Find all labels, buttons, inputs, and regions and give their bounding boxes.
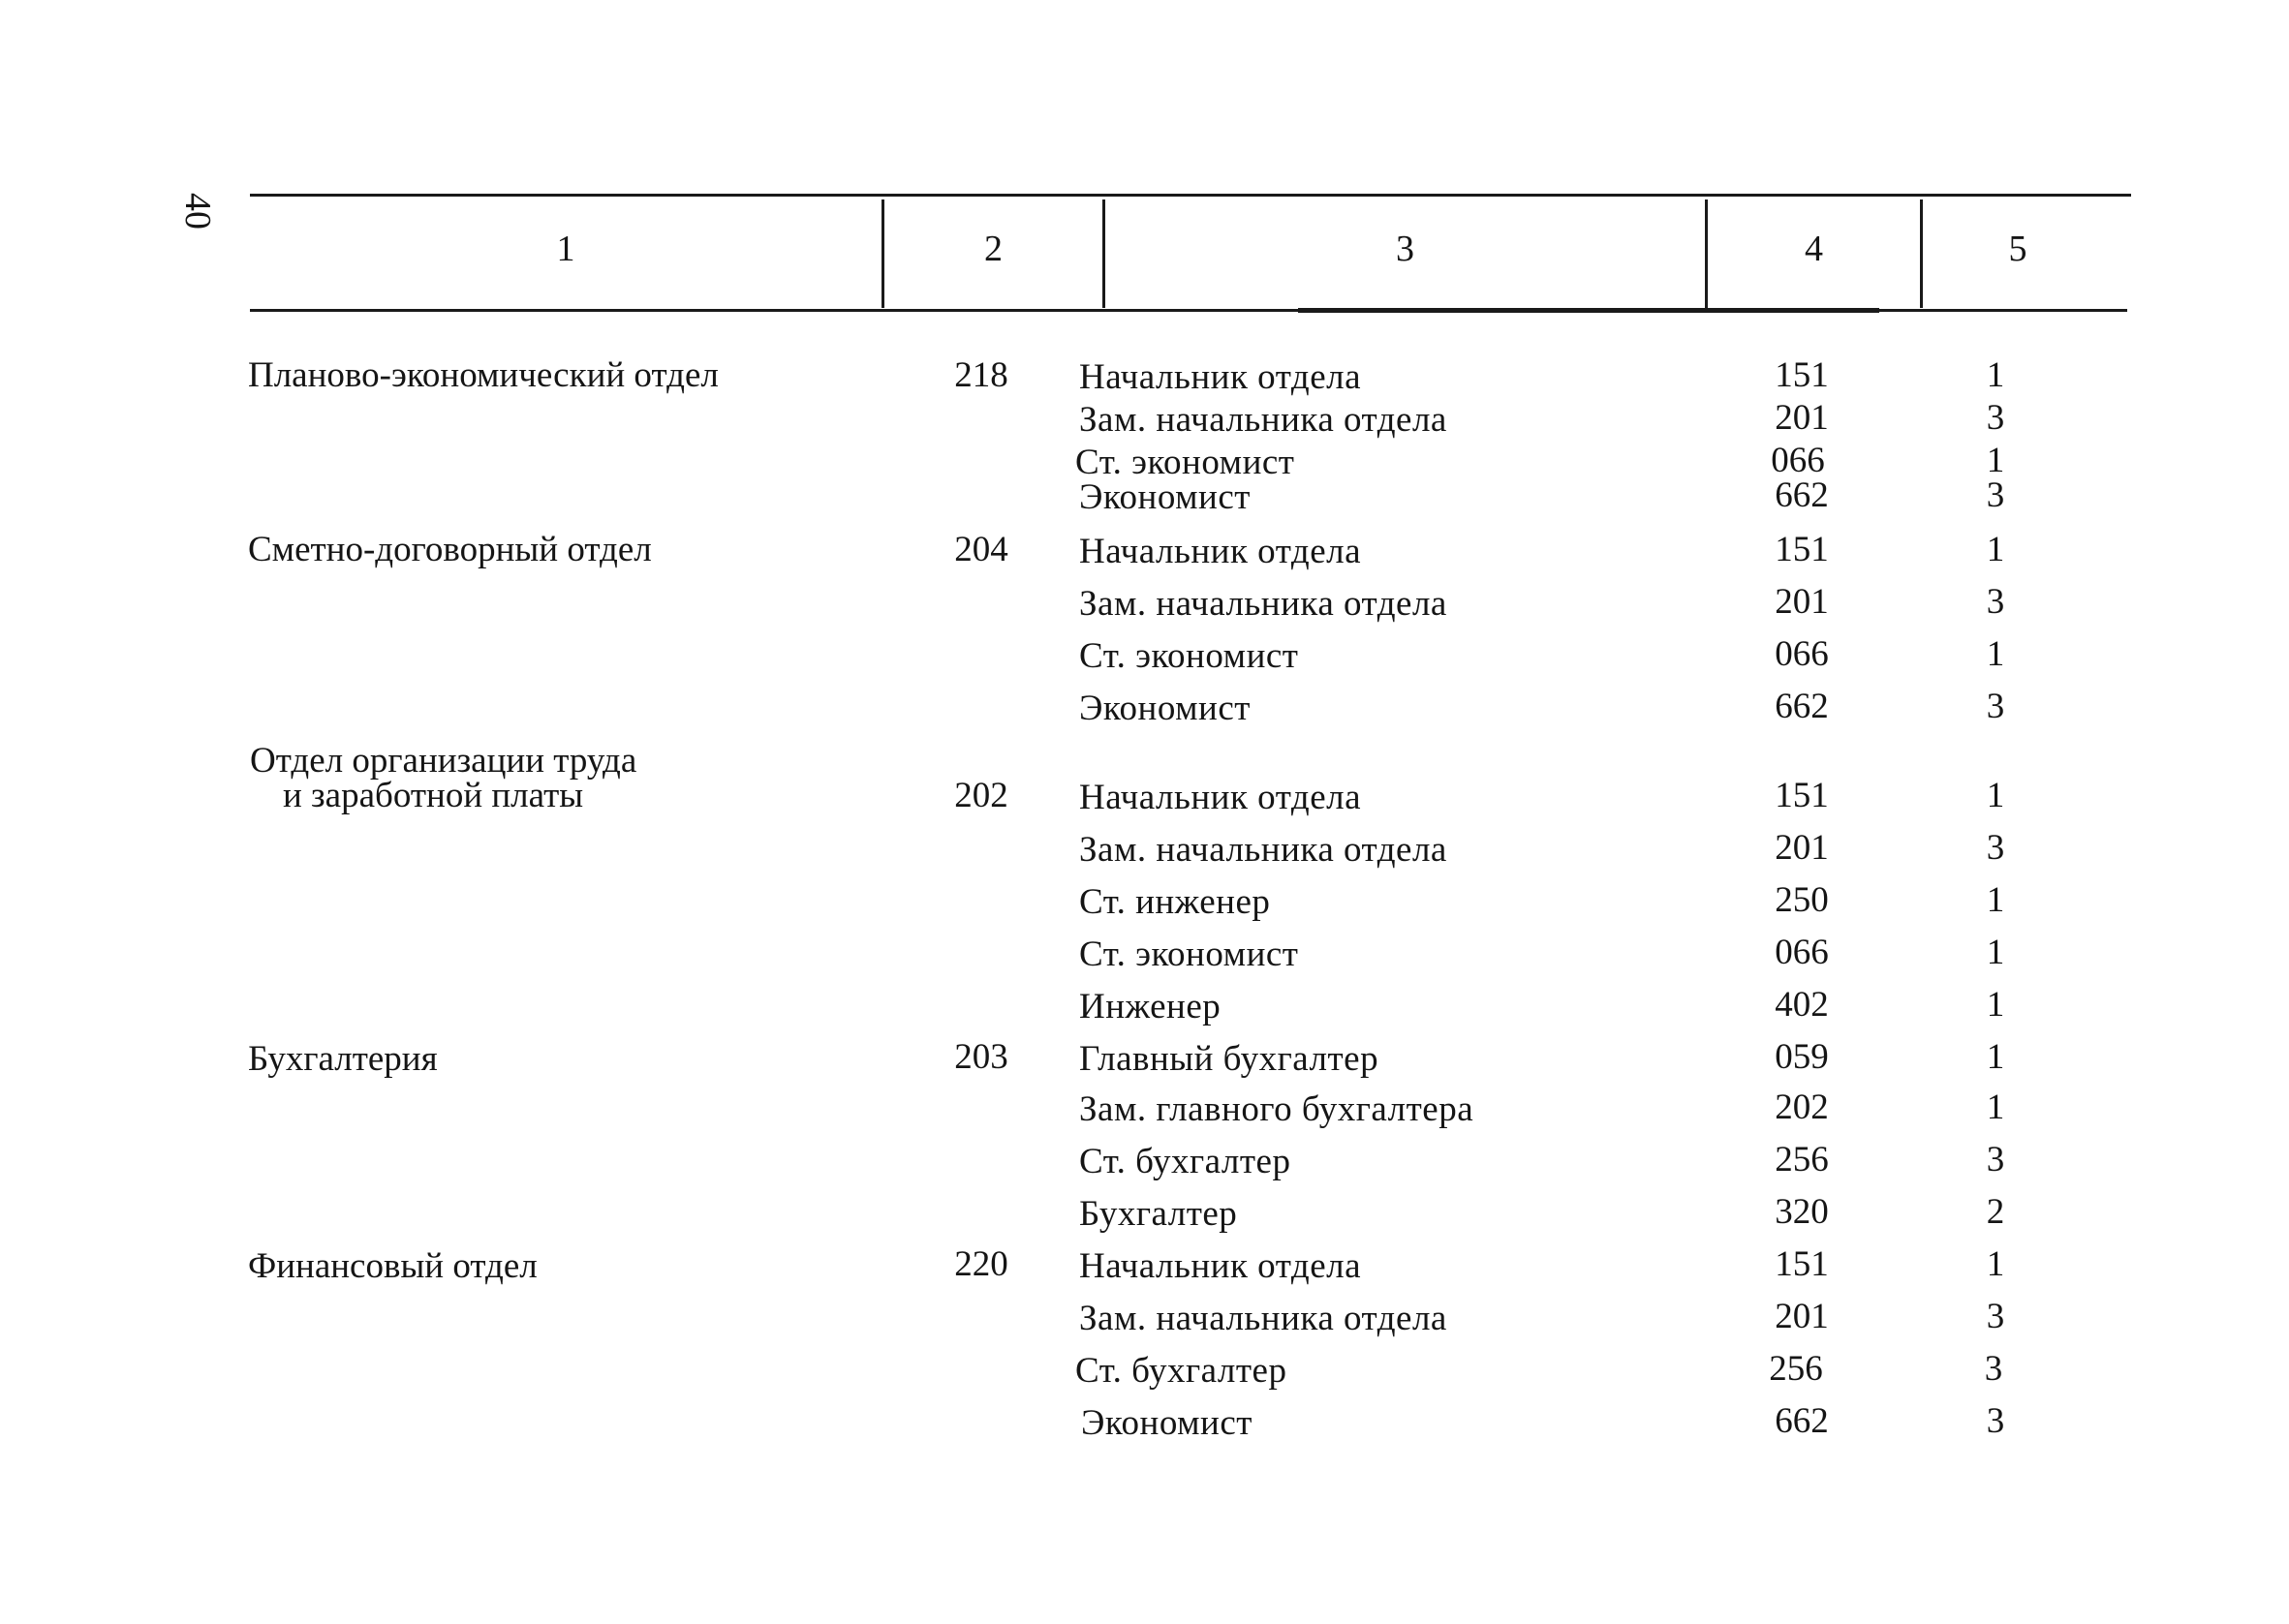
position-title: Главный бухгалтер <box>1079 1039 1379 1079</box>
position-count: 1 <box>1986 441 2005 480</box>
position-title: Экономист <box>1079 477 1251 517</box>
department-code: 202 <box>954 776 1008 815</box>
position-count: 3 <box>1986 828 2005 868</box>
position-title: Зам. начальника отдела <box>1079 584 1447 624</box>
position-count: 3 <box>1986 1401 2005 1441</box>
position-code: 201 <box>1775 1297 1829 1336</box>
position-code: 151 <box>1775 530 1829 569</box>
position-title: Экономист <box>1081 1403 1253 1443</box>
position-title: Ст. бухгалтер <box>1079 1142 1291 1181</box>
header-bottom-rule-thick <box>1298 308 1879 313</box>
column-header-2: 2 <box>984 229 1003 269</box>
position-count: 1 <box>1986 985 2005 1025</box>
position-count: 3 <box>1986 475 2005 515</box>
position-title: Инженер <box>1079 987 1222 1026</box>
column-header-1: 1 <box>556 229 575 269</box>
department-name: Финансовый отдел <box>248 1246 538 1286</box>
position-code: 662 <box>1775 1401 1829 1441</box>
position-code: 151 <box>1775 1244 1829 1284</box>
position-count: 1 <box>1986 880 2005 920</box>
position-code: 662 <box>1775 687 1829 726</box>
column-header-3: 3 <box>1396 229 1414 269</box>
position-code: 201 <box>1775 398 1829 438</box>
position-code: 250 <box>1775 880 1829 920</box>
position-title: Ст. экономист <box>1079 935 1299 974</box>
column-header-5: 5 <box>2008 229 2027 269</box>
position-count: 1 <box>1986 634 2005 674</box>
position-title: Зам. начальника отдела <box>1079 400 1447 440</box>
department-name: Планово-экономический отдел <box>248 355 719 395</box>
department-code: 204 <box>954 530 1008 569</box>
position-count: 3 <box>1986 1297 2005 1336</box>
position-code: 201 <box>1775 828 1829 868</box>
position-title: Ст. экономист <box>1079 636 1299 676</box>
position-count: 2 <box>1986 1192 2005 1232</box>
position-title: Ст. экономист <box>1075 443 1295 482</box>
position-title: Начальник отдела <box>1079 1246 1362 1286</box>
position-count: 1 <box>1986 1088 2005 1127</box>
position-count: 3 <box>1986 398 2005 438</box>
position-count: 1 <box>1986 1037 2005 1077</box>
position-count: 3 <box>1986 582 2005 622</box>
position-title: Зам. начальника отдела <box>1079 1299 1447 1338</box>
position-count: 1 <box>1986 355 2005 395</box>
position-title: Начальник отдела <box>1079 778 1362 817</box>
position-code: 402 <box>1775 985 1829 1025</box>
position-count: 1 <box>1986 1244 2005 1284</box>
position-count: 3 <box>1984 1349 2003 1389</box>
position-code: 201 <box>1775 582 1829 622</box>
position-code: 202 <box>1775 1088 1829 1127</box>
position-code: 256 <box>1769 1349 1823 1389</box>
position-title: Зам. главного бухгалтера <box>1079 1089 1474 1129</box>
position-title: Начальник отдела <box>1079 532 1362 571</box>
page-number: 40 <box>177 193 218 230</box>
department-code: 218 <box>954 355 1008 395</box>
position-count: 1 <box>1986 933 2005 972</box>
position-code: 066 <box>1771 441 1825 480</box>
department-name-continued: и заработной платы <box>283 776 584 815</box>
department-name: Бухгалтерия <box>248 1039 438 1079</box>
position-count: 3 <box>1986 1140 2005 1180</box>
position-count: 1 <box>1986 776 2005 815</box>
position-code: 662 <box>1775 475 1829 515</box>
department-name: Сметно-договорный отдел <box>248 530 652 569</box>
position-title: Ст. инженер <box>1079 882 1271 922</box>
position-code: 256 <box>1775 1140 1829 1180</box>
position-code: 066 <box>1775 634 1829 674</box>
table-top-rule <box>250 194 2131 197</box>
position-count: 3 <box>1986 687 2005 726</box>
position-title: Начальник отдела <box>1079 357 1362 397</box>
position-title: Ст. бухгалтер <box>1075 1351 1287 1391</box>
position-count: 1 <box>1986 530 2005 569</box>
position-code: 151 <box>1775 776 1829 815</box>
position-code: 151 <box>1775 355 1829 395</box>
position-title: Зам. начальника отдела <box>1079 830 1447 870</box>
department-code: 220 <box>954 1244 1008 1284</box>
position-title: Бухгалтер <box>1079 1194 1238 1234</box>
department-name: Отдел организации труда <box>250 741 637 781</box>
position-code: 320 <box>1775 1192 1829 1232</box>
position-code: 066 <box>1775 933 1829 972</box>
position-title: Экономист <box>1079 689 1251 728</box>
column-header-4: 4 <box>1805 229 1823 269</box>
position-code: 059 <box>1775 1037 1829 1077</box>
department-code: 203 <box>954 1037 1008 1077</box>
